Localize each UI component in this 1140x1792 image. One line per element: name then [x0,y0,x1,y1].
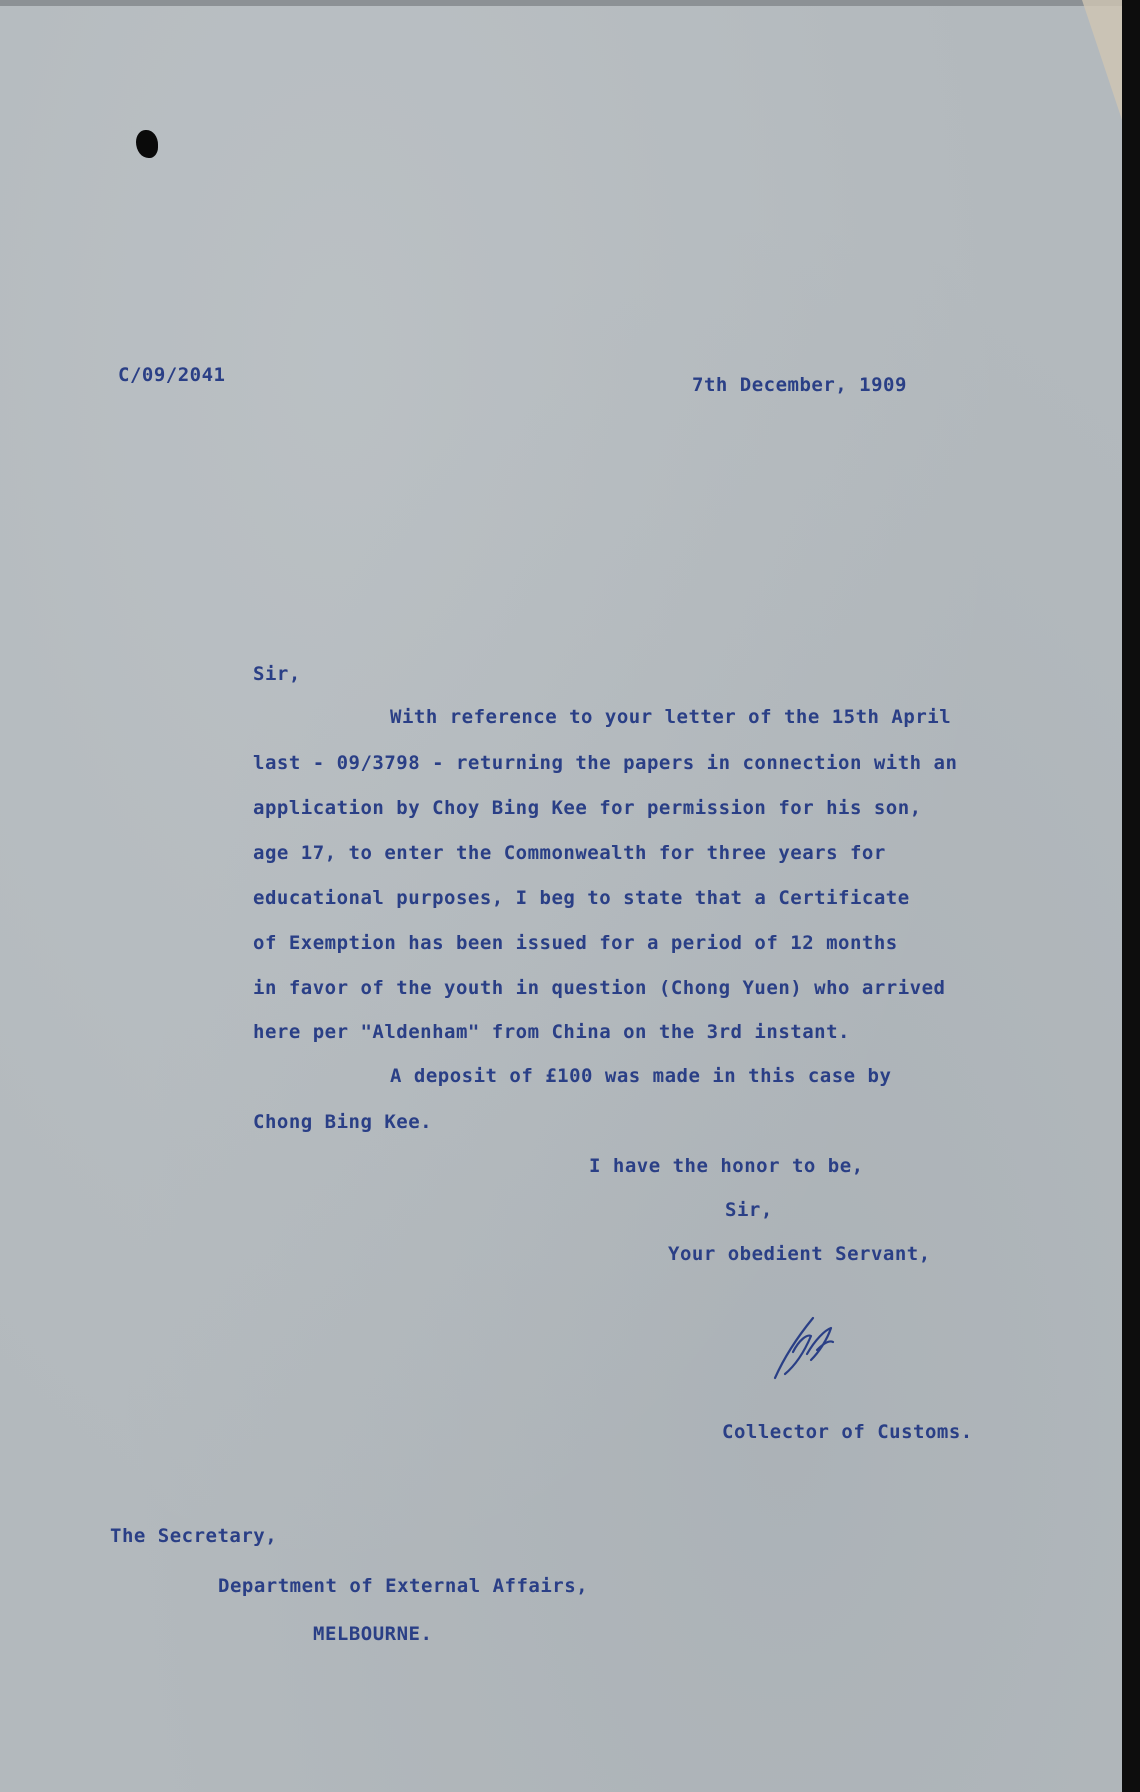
addressee-line: MELBOURNE. [313,1623,433,1645]
closing-line: I have the honor to be, [589,1155,864,1177]
body-line: application by Choy Bing Kee for permission for his son, [253,797,922,819]
scan-edge [1122,0,1140,1792]
body-line: age 17, to enter the Commonwealth for three years for [253,842,886,864]
body-line: last - 09/3798 - returning the papers in connection with an [253,752,958,774]
page-top-edge [0,0,1122,6]
body-line: here per "Aldenham" from China on the 3rd instant. [253,1021,850,1043]
page-corner-fold [1082,0,1122,120]
body-line: educational purposes, I beg to state that a Certificate [253,887,910,909]
addressee-line: The Secretary, [110,1525,278,1547]
closing-line: Sir, [725,1199,773,1221]
salutation: Sir, [253,663,301,685]
deposit-line: Chong Bing Kee. [253,1111,433,1133]
signature-title: Collector of Customs. [722,1421,973,1443]
body-line: in favor of the youth in question (Chong Yuen) who arrived [253,977,946,999]
ink-blot [136,130,158,158]
closing-line: Your obedient Servant, [668,1243,931,1265]
letter-date: 7th December, 1909 [692,374,907,396]
deposit-line: A deposit of £100 was made in this case by [390,1065,892,1087]
addressee-line: Department of External Affairs, [218,1575,589,1597]
body-line: of Exemption has been issued for a period of 12 months [253,932,898,954]
body-line: With reference to your letter of the 15th April [390,706,952,728]
reference-number: C/09/2041 [118,364,226,386]
handwritten-signature [755,1310,845,1390]
